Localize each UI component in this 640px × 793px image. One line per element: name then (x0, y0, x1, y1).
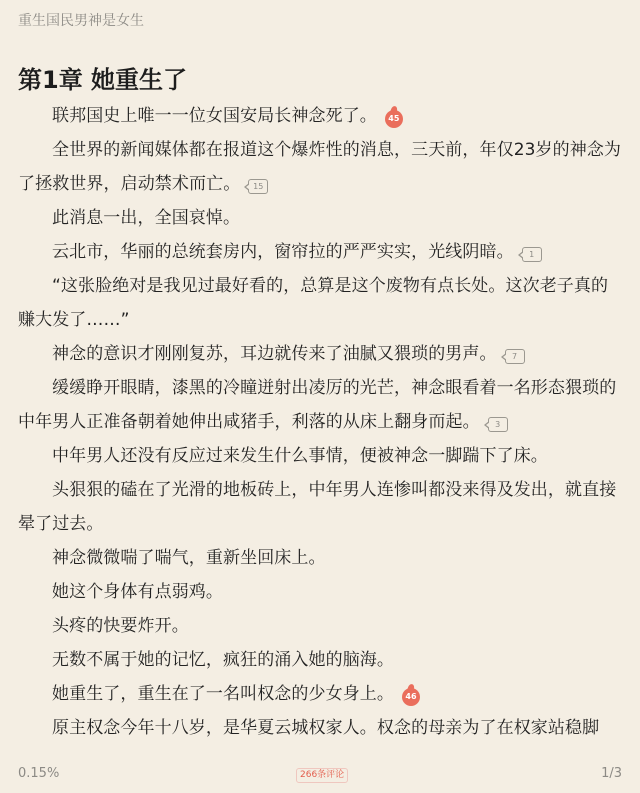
paragraph-text: 神念微微喘了喘气，重新坐回床上。 (52, 548, 326, 568)
comment-bubble-icon: 7 (505, 349, 525, 364)
paragraph-text: 原主权念今年十八岁，是华夏云城权家人。权念的母亲为了在权家站稳脚 (52, 718, 600, 738)
paragraph-text: 神念的意识才刚刚复苏，耳边就传来了油腻又猥琐的男声。 (52, 344, 497, 364)
paragraph[interactable] (18, 371, 624, 439)
paragraph-text: “这张脸绝对是我见过最好看的，总算是这个废物有点长处。这次老子真的赚大发了……” (18, 276, 609, 330)
paragraph[interactable] (18, 643, 624, 677)
paragraph-text: 她这个身体有点弱鸡。 (52, 582, 223, 602)
paragraph-text: 云北市，华丽的总统套房内，窗帘拉的严严实实，光线阴暗。 (52, 242, 514, 262)
paragraph-comment-badge[interactable] (505, 337, 525, 371)
paragraph-text: 头狠狠的磕在了光滑的地板砖上，中年男人连惨叫都没来得及发出，就直接晕了过去。 (18, 480, 617, 534)
paragraph-text: 无数不属于她的记忆，疯狂的涌入她的脑海。 (52, 650, 394, 670)
chapter-title: 第1章 她重生了 (18, 66, 188, 94)
paragraph[interactable] (18, 269, 624, 337)
chapter-content (18, 99, 624, 745)
paragraph[interactable] (18, 541, 624, 575)
book-title: 重生国民男神是女生 (18, 13, 144, 29)
paragraph-text: 头疼的快要炸开。 (52, 616, 189, 636)
paragraph[interactable] (18, 337, 624, 371)
paragraph-text: 联邦国史上唯一一位女国安局长神念死了。 (52, 106, 377, 126)
comment-bubble-icon: 1 (522, 247, 542, 262)
paragraph[interactable] (18, 711, 624, 745)
paragraph[interactable] (18, 575, 624, 609)
paragraph[interactable] (18, 99, 624, 133)
hot-comment-bubble-icon: 45 (385, 110, 403, 128)
paragraph[interactable] (18, 473, 624, 541)
paragraph-text: 中年男人还没有反应过来发生什么事情，便被神念一脚踹下了床。 (52, 446, 548, 466)
paragraph-comment-badge[interactable] (248, 167, 268, 201)
paragraph-comment-badge[interactable] (402, 677, 420, 711)
paragraph-text: 缓缓睁开眼睛，漆黑的冷瞳迸射出凌厉的光芒，神念眼看着一名形态猥琐的中年男人正准备朝着她伸出咸猪手，利落的从床上翻身而起。 (18, 378, 617, 432)
comment-bubble-icon: 15 (248, 179, 268, 194)
paragraph[interactable] (18, 235, 624, 269)
paragraph-text: 她重生了，重生在了一名叫权念的少女身上。 (52, 684, 394, 704)
page-indicator: 1/3 (601, 766, 622, 781)
paragraph[interactable] (18, 133, 624, 201)
paragraph-comment-badge[interactable] (385, 99, 403, 133)
paragraph[interactable] (18, 201, 624, 235)
comment-bubble-icon: 3 (488, 417, 508, 432)
paragraph-comment-badge[interactable] (522, 235, 542, 269)
paragraph[interactable] (18, 439, 624, 473)
comments-count-button[interactable]: 266条评论 (296, 768, 348, 783)
hot-comment-bubble-icon: 46 (402, 688, 420, 706)
paragraph[interactable] (18, 609, 624, 643)
paragraph[interactable] (18, 677, 624, 711)
paragraph-text: 全世界的新闻媒体都在报道这个爆炸性的消息，三天前，年仅23岁的神念为了拯救世界，启动禁术而亡。 (18, 140, 622, 194)
paragraph-comment-badge[interactable] (488, 405, 508, 439)
reading-progress: 0.15% (18, 766, 60, 781)
paragraph-text: 此消息一出，全国哀悼。 (52, 208, 241, 228)
